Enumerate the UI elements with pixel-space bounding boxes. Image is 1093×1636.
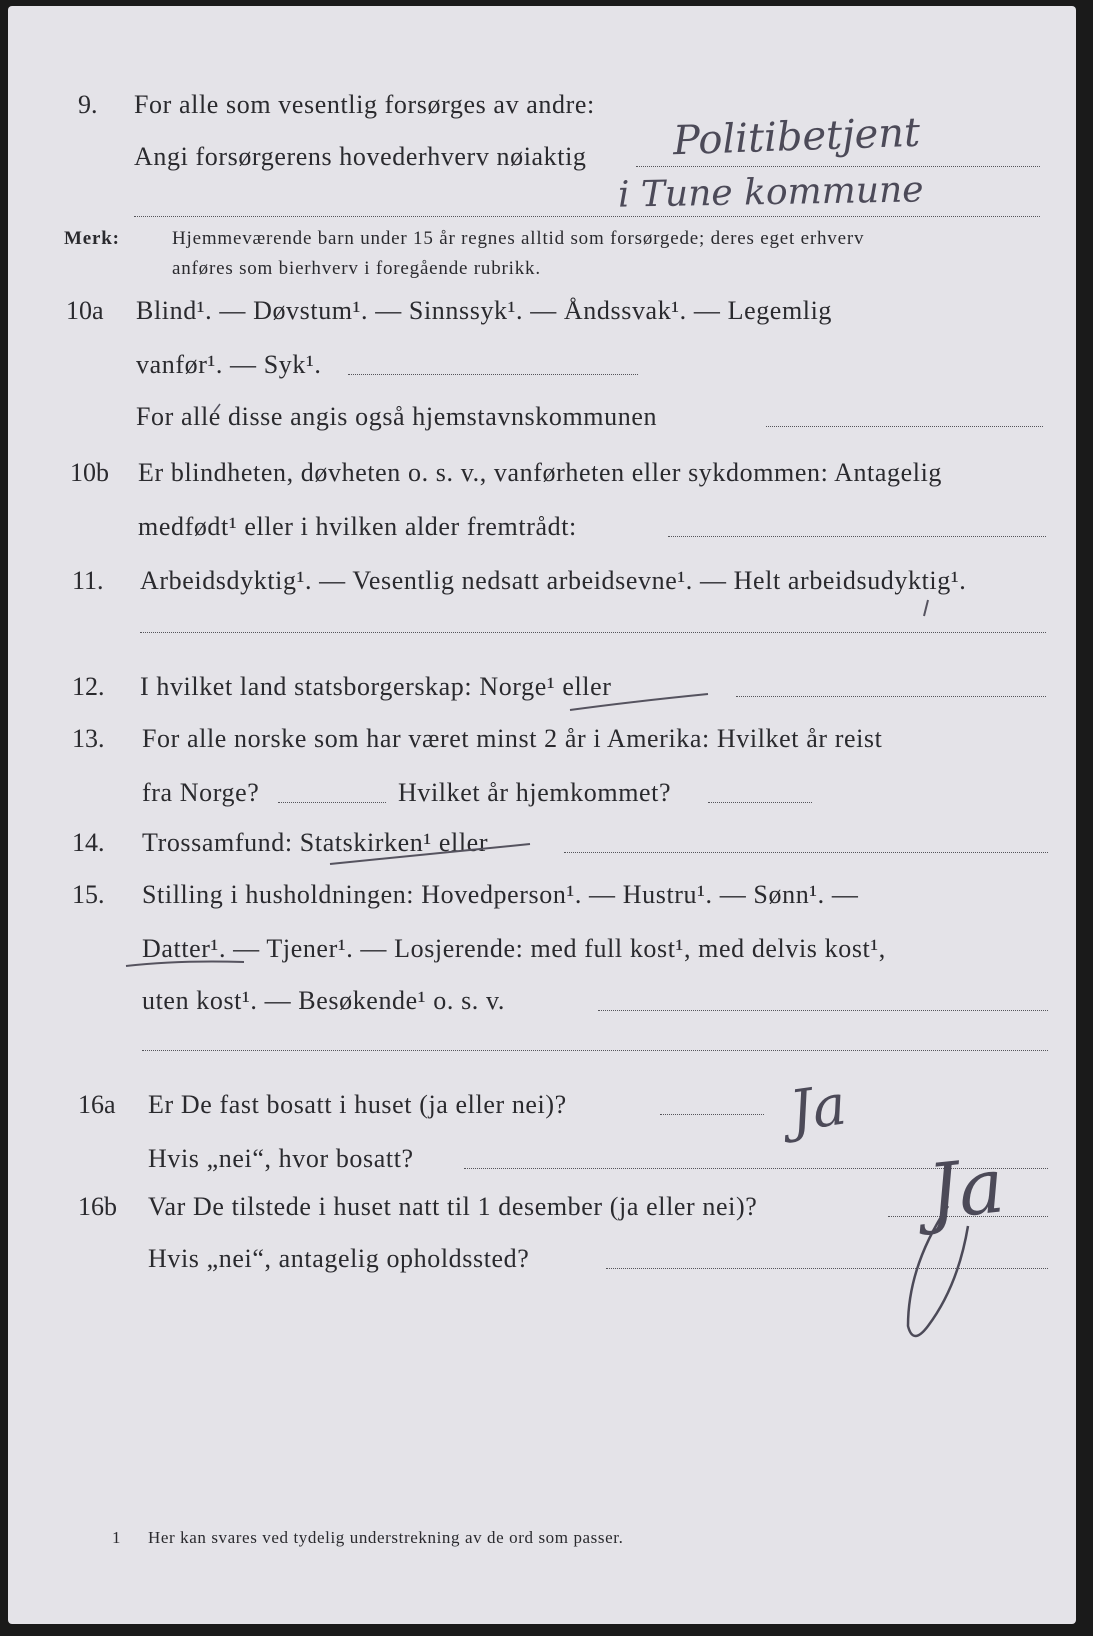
q10a-question-2: vanfør¹. — Syk¹.	[136, 350, 322, 379]
merk-text-2: anføres som bierhverv i foregående rubrikk.	[172, 258, 541, 279]
footnote-mark: 1	[112, 1528, 122, 1547]
merk-label: Merk:	[64, 228, 120, 249]
q15-question-3: uten kost¹. — Besøkende¹ o. s. v.	[142, 986, 506, 1015]
q15-question: Stilling i husholdningen: Hovedperson¹. — Hustru¹. — Sønn¹. —	[142, 880, 859, 909]
q15-question-2: Datter¹. — Tjener¹. — Losjerende: med full kost¹, med delvis kost¹,	[142, 934, 886, 963]
q10a-number: 10a	[66, 296, 104, 325]
q9-handwritten-answer-1: Politibetjent	[672, 109, 921, 165]
census-form-page	[8, 6, 1076, 1624]
q13-question-2b: Hvilket år hjemkommet?	[398, 778, 672, 807]
q11-number: 11.	[72, 566, 104, 595]
q16b-question: Var De tilstede i huset natt til 1 desember (ja eller nei)?	[148, 1192, 758, 1221]
q13-number: 13.	[72, 724, 105, 753]
q16a-handwritten-answer: Ja	[785, 1072, 851, 1145]
q10b-question: Er blindheten, døvheten o. s. v., vanførheten eller sykdommen: Antagelig	[138, 458, 942, 487]
q16b-number: 16b	[78, 1192, 117, 1221]
q11-question: Arbeidsdyktig¹. — Vesentlig nedsatt arbeidsevne¹. — Helt arbeidsudyktig¹.	[140, 566, 967, 595]
q10b-number: 10b	[70, 458, 109, 487]
pencil-underline-marks	[8, 6, 1076, 1624]
q14-number: 14.	[72, 828, 105, 857]
q12-number: 12.	[72, 672, 105, 701]
q16a-question-2: Hvis „nei“, hvor bosatt?	[148, 1144, 414, 1173]
q9-question: For alle som vesentlig forsørges av andre:	[134, 90, 595, 119]
q9-sub-question: Angi forsørgerens hovederhverv nøiaktig	[134, 142, 587, 171]
q15-number: 15.	[72, 880, 105, 909]
q16a-question: Er De fast bosatt i huset (ja eller nei)?	[148, 1090, 567, 1119]
q16b-question-2: Hvis „nei“, antagelig opholdssted?	[148, 1244, 530, 1273]
q12-question: I hvilket land statsborgerskap: Norge¹ eller	[140, 672, 612, 701]
footnote-text: Her kan svares ved tydelig understrekning av de ord som passer.	[148, 1528, 624, 1547]
q16a-number: 16a	[78, 1090, 116, 1119]
q10b-question-2: medfødt¹ eller i hvilken alder fremtrådt:	[138, 512, 577, 541]
q13-question-2a: fra Norge?	[142, 778, 260, 807]
q10a-question-3: For alle disse angis også hjemstavnskommunen	[136, 402, 658, 431]
q9-handwritten-answer-2: i Tune kommune	[617, 169, 924, 216]
q10a-question: Blind¹. — Døvstum¹. — Sinnssyk¹. — Åndssvak¹. — Legemlig	[136, 296, 833, 325]
q16b-handwritten-answer: Ja	[923, 1140, 1009, 1237]
q9-number: 9.	[78, 90, 98, 119]
merk-text-1: Hjemmeværende barn under 15 år regnes alltid som forsørgede; deres eget erhverv	[172, 228, 865, 249]
q14-question: Trossamfund: Statskirken¹ eller	[142, 828, 489, 857]
q13-question: For alle norske som har været minst 2 år i Amerika: Hvilket år reist	[142, 724, 883, 753]
